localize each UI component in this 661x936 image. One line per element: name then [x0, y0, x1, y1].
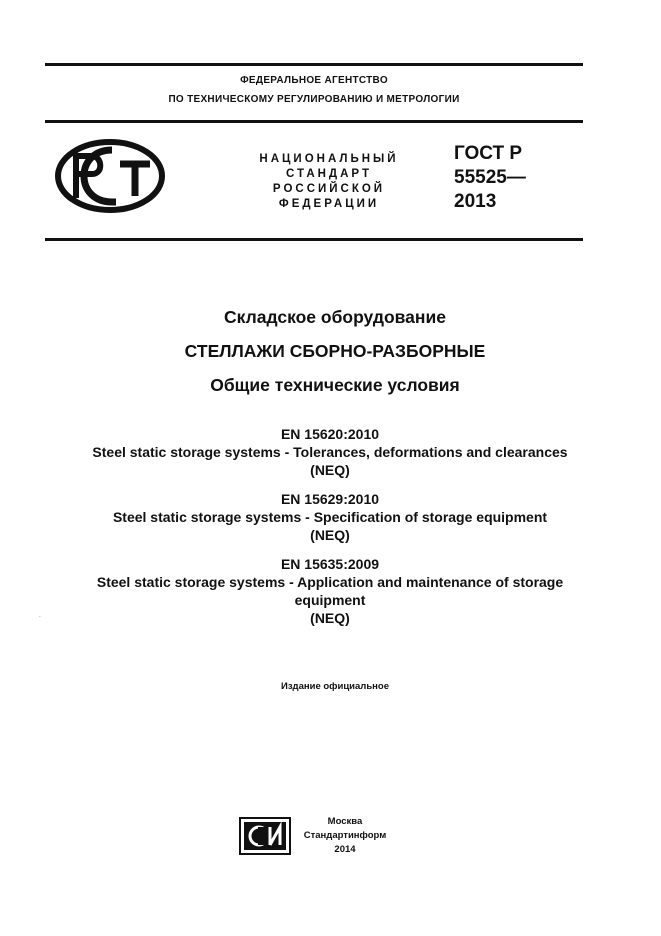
- header-bottom-rule: [45, 238, 583, 241]
- agency-line-1: ФЕДЕРАЛЬНОЕ АГЕНТСТВО: [240, 75, 388, 86]
- title-line-1: Складское оборудование: [224, 307, 446, 327]
- reference-item: [30, 425, 630, 479]
- reference-item: [30, 555, 630, 627]
- reference-standards: [30, 425, 630, 638]
- gost-line-1: ГОСТ Р: [454, 143, 523, 164]
- publisher-name: Стандартинформ: [303, 830, 387, 841]
- publisher-logo-icon: [39, 617, 291, 855]
- reference-note: (NEQ): [310, 527, 350, 543]
- title-line-3: Общие технические условия: [210, 375, 460, 395]
- reference-item: [30, 490, 630, 544]
- gost-number: [454, 142, 574, 214]
- reference-note: (NEQ): [310, 610, 350, 626]
- national-line-3: РОССИЙСКОЙ: [272, 183, 386, 195]
- national-line-1: НАЦИОНАЛЬНЫЙ: [259, 153, 399, 165]
- document-title: [45, 304, 625, 398]
- edition-label: Издание официальное: [281, 681, 389, 692]
- agency-name: [45, 71, 583, 109]
- reference-title: Steel static storage systems - Tolerances, deformations and clearances: [92, 444, 568, 460]
- publisher-year: 2014: [334, 844, 356, 855]
- top-rule: [45, 63, 583, 66]
- reference-note: (NEQ): [310, 462, 350, 478]
- reference-code: EN 15635:2009: [280, 556, 380, 572]
- gost-line-3: 2013: [454, 191, 497, 212]
- national-standard-label: [238, 152, 420, 212]
- national-line-4: ФЕДЕРАЦИИ: [278, 198, 380, 210]
- national-line-2: СТАНДАРТ: [286, 168, 372, 180]
- gost-line-2: 55525—: [454, 167, 526, 188]
- reference-code: EN 15620:2010: [280, 426, 380, 442]
- agency-line-2: ПО ТЕХНИЧЕСКОМУ РЕГУЛИРОВАНИЮ И МЕТРОЛОГИИ: [168, 94, 460, 105]
- title-line-2: СТЕЛЛАЖИ СБОРНО-РАЗБОРНЫЕ: [184, 341, 486, 361]
- reference-title-cont: equipment: [294, 592, 366, 608]
- publisher-city: Москва: [327, 816, 363, 827]
- reference-code: EN 15629:2010: [280, 491, 380, 507]
- reference-title: Steel static storage systems - Application and maintenance of storage: [96, 574, 564, 590]
- header-rule: [45, 120, 583, 123]
- publisher-logo-text: СИ: [39, 617, 41, 618]
- rst-logo-icon: [54, 138, 166, 214]
- reference-title: Steel static storage systems - Specification of storage equipment: [112, 509, 548, 525]
- publisher-info: [295, 815, 395, 857]
